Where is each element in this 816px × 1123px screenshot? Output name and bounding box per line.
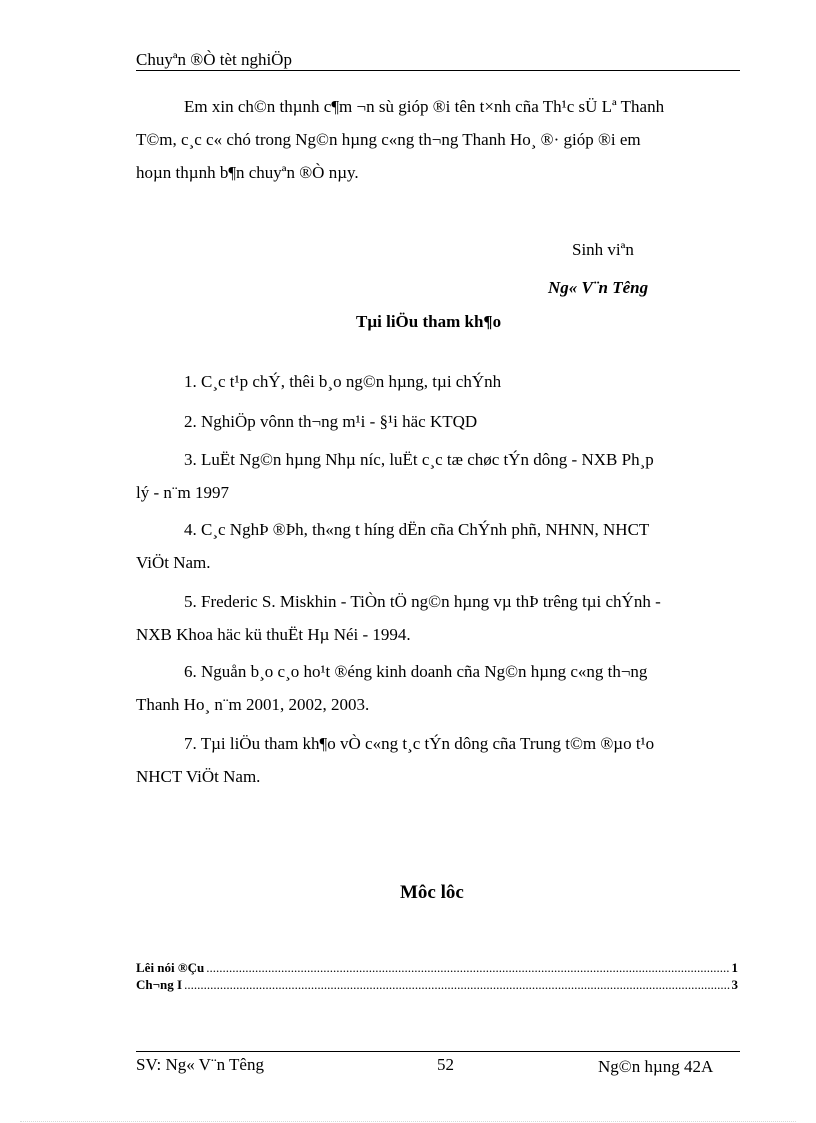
- reference-item-6-cont: Thanh Ho¸ n¨m 2001, 2002, 2003.: [136, 695, 370, 714]
- reference-item-7: 7. Tµi liÖu tham kh¶o vÒ c«ng t¸c tÝn dông cña Trung t©m ®µo t¹o: [184, 734, 655, 753]
- acknowledgement-line-2: T©m, c¸c c« chó trong Ng©n hµng c«ng th¬ng Thanh Ho¸ ®· gióp ®i em: [136, 130, 641, 149]
- footer-author: SV: Ng« V¨n Têng: [136, 1055, 264, 1074]
- reference-item-4: 4. C¸c NghÞ ®Þh, th«ng t híng dËn cña ChÝnh phñ, NHNN, NHCT: [184, 520, 650, 539]
- page-number: 52: [437, 1055, 454, 1074]
- reference-item: [136, 513, 740, 579]
- toc-entry[interactable]: [136, 959, 738, 976]
- acknowledgement-line-3: hoµn thµnh b¶n chuyªn ®Ò nµy.: [136, 163, 359, 182]
- reference-item: [136, 365, 740, 398]
- reference-item-7-cont: NHCT ViÖt Nam.: [136, 767, 261, 786]
- header-divider: [136, 70, 740, 71]
- signature-name: Ng« V¨n Têng: [548, 278, 649, 297]
- reference-item: [136, 405, 740, 438]
- reference-item: [136, 585, 740, 651]
- reference-item-5-cont: NXB Khoa häc kü thuËt Hµ Néi - 1994.: [136, 625, 411, 644]
- footer-class: Ng©n hµng 42A: [598, 1057, 714, 1076]
- reference-item-5: 5. Frederic S. Miskhin - TiÒn tÖ ng©n hµng vµ thÞ trêng tµi chÝnh -: [184, 592, 661, 611]
- toc-leader: [184, 976, 729, 993]
- reference-item: [136, 655, 740, 721]
- reference-item: [136, 443, 740, 509]
- acknowledgement-paragraph: [136, 90, 740, 189]
- reference-item-6: 6. Nguån b¸o c¸o ho¹t ®éng kinh doanh cña Ng©n hµng c«ng th¬ng: [184, 662, 648, 681]
- reference-item-1: 1. C¸c t¹p chÝ, thêi b¸o ng©n hµng, tµi chÝnh: [184, 372, 502, 391]
- page-edge-divider: [20, 1121, 796, 1122]
- toc-entry-label: Lêi nói ®Çu: [136, 960, 205, 975]
- toc-entry-page: 1: [731, 960, 738, 975]
- footer-divider: [136, 1051, 740, 1052]
- reference-item-2: 2. NghiÖp vônn th¬ng m¹i - §¹i häc KTQD: [184, 412, 478, 431]
- signature-role: Sinh viªn: [572, 240, 634, 259]
- toc-leader: [206, 959, 729, 976]
- references-heading: Tµi liÖu tham kh¶o: [356, 312, 502, 331]
- reference-item-4-cont: ViÖt Nam.: [136, 553, 211, 572]
- acknowledgement-line-1: Em xin ch©n thµnh c¶m ¬n sù gióp ®i tên t×nh cña Th¹c sÜ Lª Thanh: [184, 97, 665, 116]
- toc-entry[interactable]: [136, 976, 738, 993]
- reference-item: [136, 727, 740, 793]
- toc-heading: Môc lôc: [400, 882, 464, 903]
- reference-item-3-cont: lý - n¨m 1997: [136, 483, 230, 502]
- toc-entry-page: 3: [731, 977, 738, 992]
- reference-item-3: 3. LuËt Ng©n hµng Nhµ níc, luËt c¸c tæ chøc tÝn dông - NXB Ph¸p: [184, 450, 654, 469]
- header-title: Chuyªn ®Ò tèt nghiÖp: [136, 50, 292, 69]
- toc-entry-label: Ch¬ng I: [136, 977, 183, 992]
